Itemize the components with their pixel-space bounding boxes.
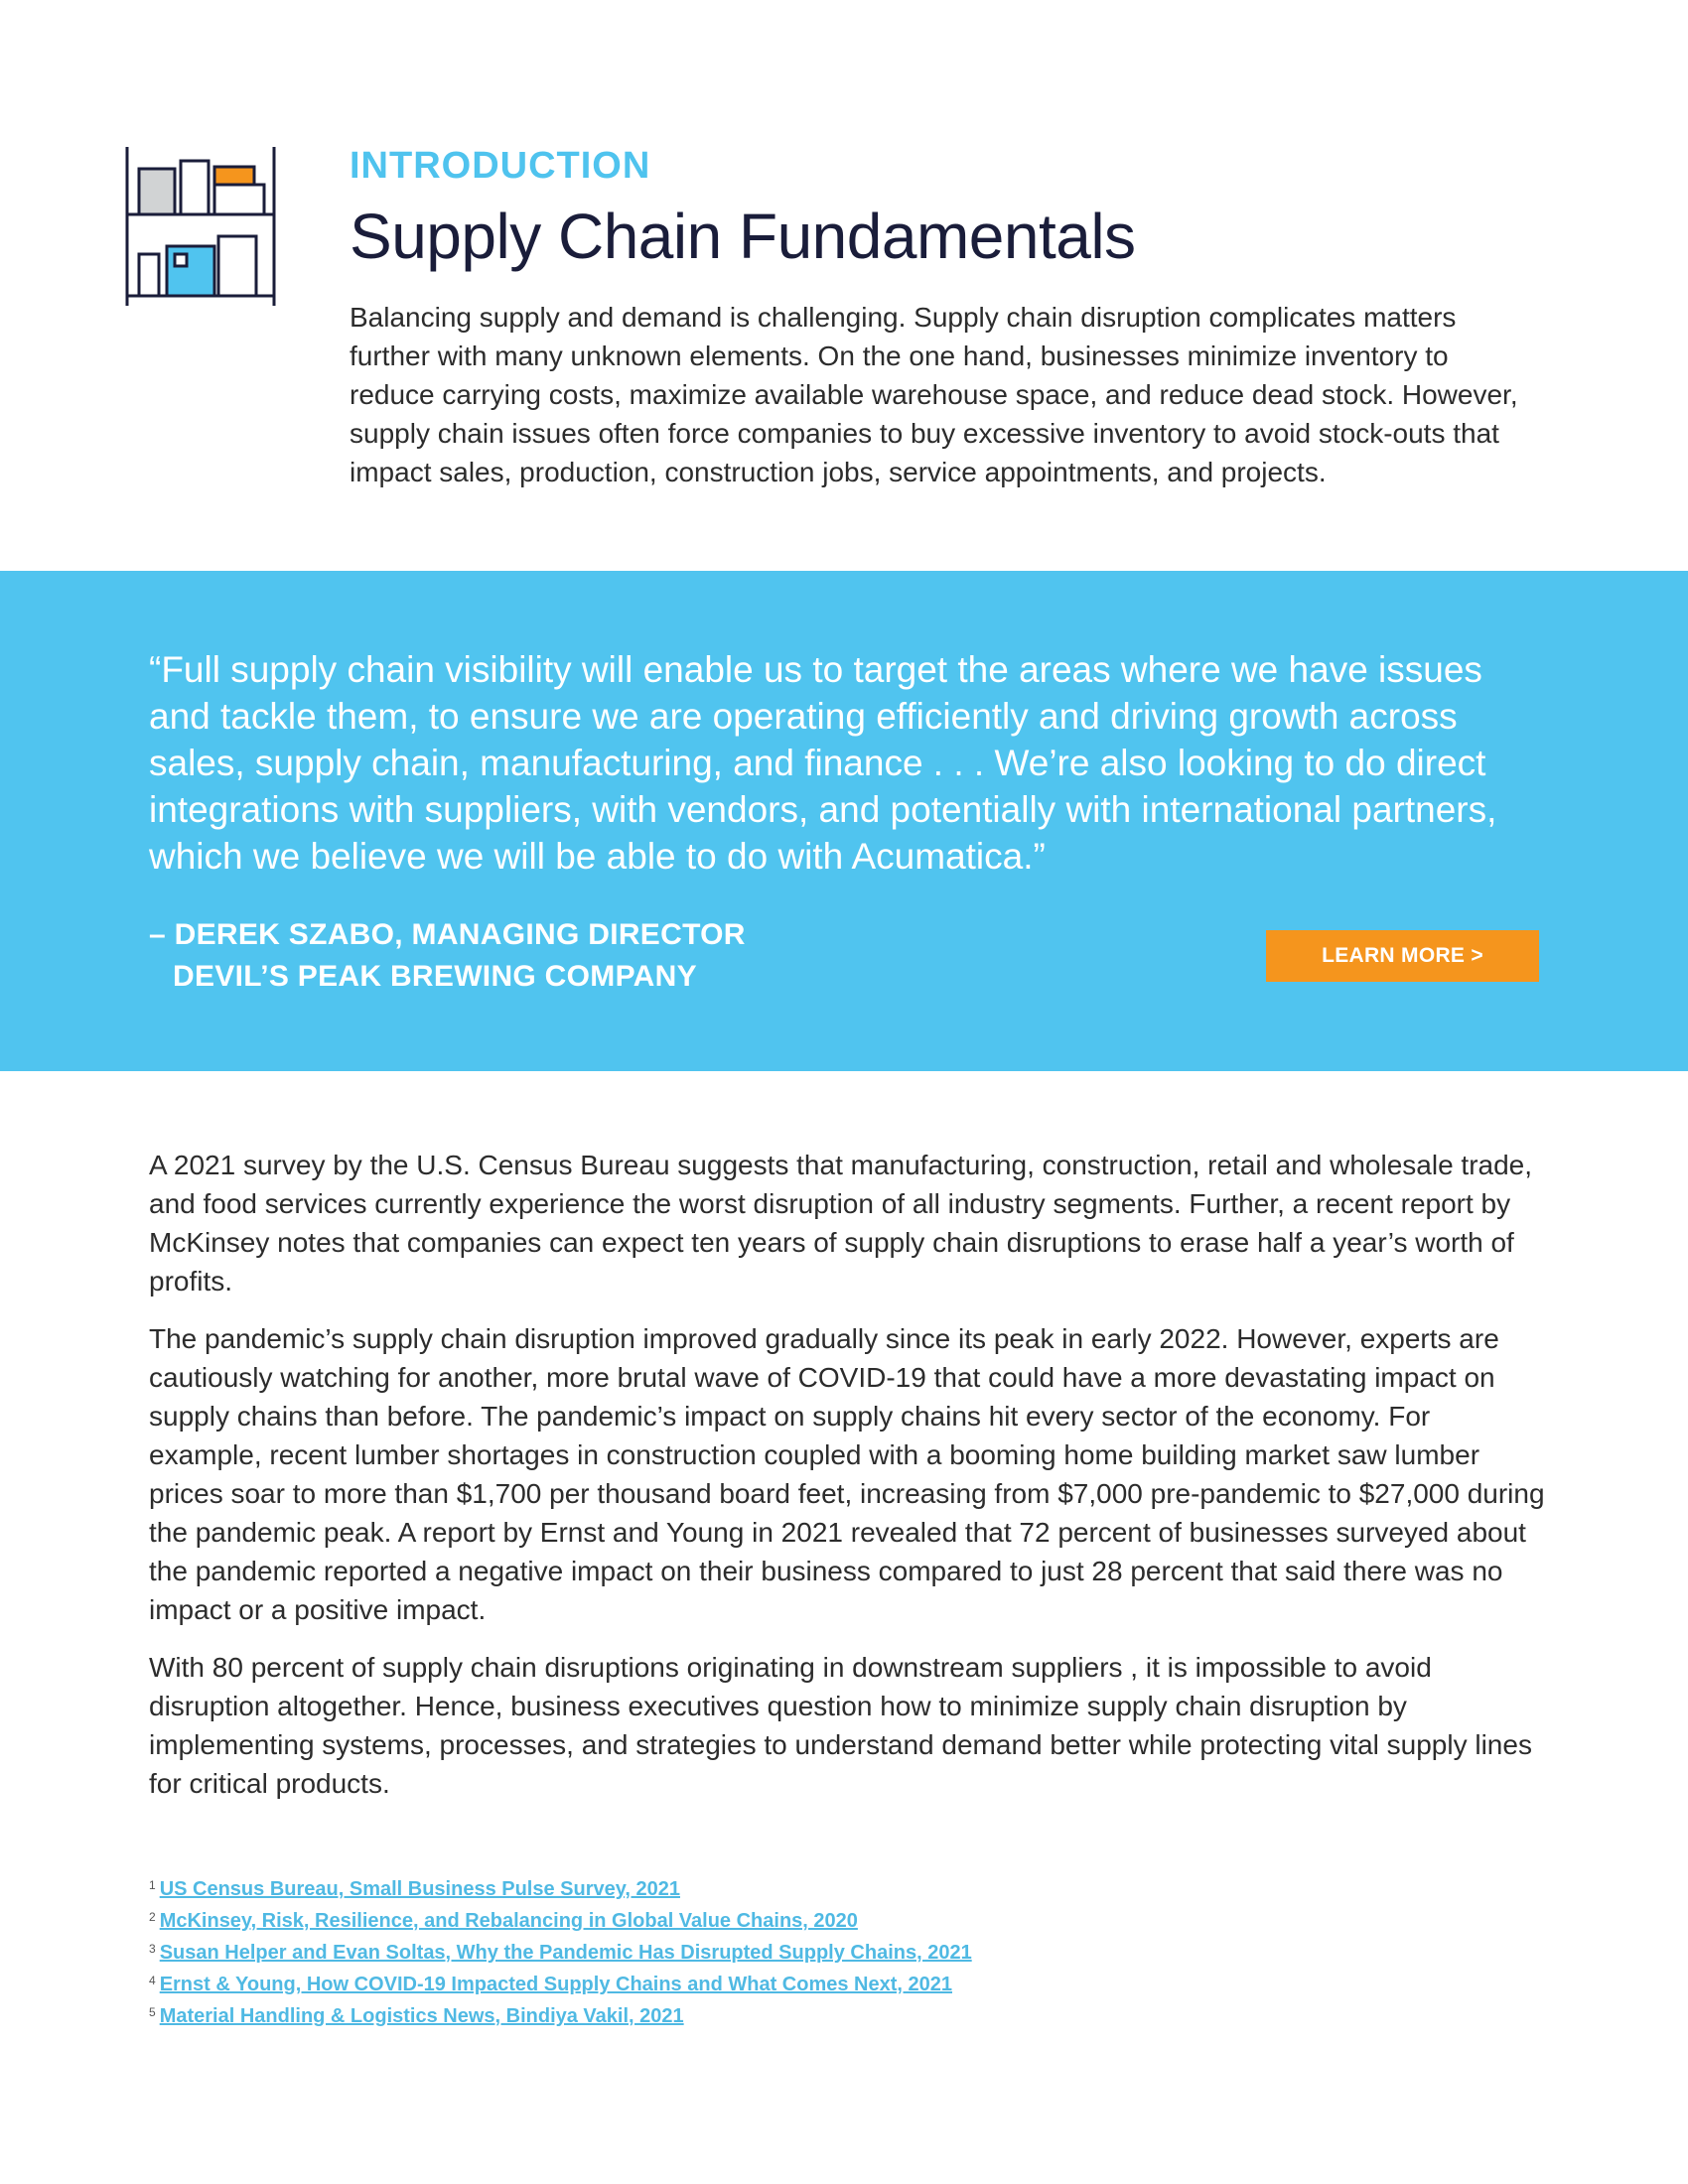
footnote-link[interactable]: Material Handling & Logistics News, Bindiya Vakil, 2021 [159,2005,684,2027]
footnote-link[interactable]: Ernst & Young, How COVID-19 Impacted Supply Chains and What Comes Next, 2021 [159,1974,952,1995]
footnote-item [149,1998,1340,2030]
quote-attribution [149,914,1043,998]
intro-text-block [350,143,1541,491]
body-paragraph: A 2021 survey by the U.S. Census Bureau suggests that manufacturing, construction, retail and wholesale trade, and food services currently experience the worst disruption of all industry segments. Further, a recent report by McKinsey notes that companies can expect ten years of supply chain disruptions to erase half a year’s worth of profits. [149,1150,1533,1297]
learn-more-button[interactable]: LEARN MORE > [1266,930,1539,982]
footnote-number: 1 [149,1878,156,1892]
footnote-number: 2 [149,1910,156,1924]
warehouse-shelf-icon [125,147,276,306]
section-eyebrow: INTRODUCTION [350,145,651,187]
body-paragraph: The pandemic’s supply chain disruption improved gradually since its peak in early 2022. However, experts are cautiously watching for another, more brutal wave of COVID-19 that could have a more devastating impact on supply chains than before. The pandemic’s impact on supply chains hit every sector of the economy. For example, recent lumber shortages in construction coupled with a booming home building market saw lumber prices soar to more than $1,700 per thousand board feet, increasing from $7,000 pre-pandemic to $27,000 during the pandemic peak. A report by Ernst and Young in 2021 revealed that 72 percent of businesses surveyed about the pandemic reported a negative impact on their business compared to just 28 percent that said there was no impact or a positive impact. [149,1323,1545,1625]
intro-paragraph: Balancing supply and demand is challenging. Supply chain disruption complicates matters further with many unknown elements. On the one hand, businesses minimize inventory to reduce carrying costs, maximize available warehouse space, and reduce dead stock. However, supply chain issues often force companies to buy excessive inventory to avoid stock-outs that impact sales, production, construction jobs, service appointments, and projects. [350,302,1518,487]
footnotes-list [149,1871,1340,2030]
page-title: Supply Chain Fundamentals [350,201,1136,272]
footnote-item [149,1871,1340,1903]
footnote-item [149,1935,1340,1967]
footnote-item [149,1903,1340,1935]
footnote-number: 5 [149,2005,156,2019]
intro-section [0,0,1688,571]
attribution-company: DEVIL’S PEAK BREWING COMPANY [173,960,697,993]
footnote-number: 4 [149,1974,156,1987]
customer-quote: “Full supply chain visibility will enable us to target the areas where we have issues and tackle them, to ensure we are operating efficiently and driving growth across sales, supply chain, manufacturing, and finance . . . We’re also looking to do direct integrations with suppliers, with vendors, and potentially with international partners, which we believe we will be able to do with Acumatica.” [149,649,1497,877]
customer-quote-band [0,571,1688,1071]
attribution-name-title: – DEREK SZABO, MANAGING DIRECTOR [149,918,746,951]
footnote-link[interactable]: Susan Helper and Evan Soltas, Why the Pandemic Has Disrupted Supply Chains, 2021 [159,1942,972,1964]
footnote-item [149,1967,1340,1998]
body-paragraph: With 80 percent of supply chain disruptions originating in downstream suppliers , it is impossible to avoid disruption altogether. Hence, business executives question how to minimize supply chain disruption by implementing systems, processes, and strategies to understand demand better while protecting vital supply lines for critical products. [149,1652,1532,1799]
main-body [149,1146,1549,1822]
footnote-link[interactable]: McKinsey, Risk, Resilience, and Rebalancing in Global Value Chains, 2020 [159,1910,858,1932]
footnote-number: 3 [149,1942,156,1956]
footnote-link[interactable]: US Census Bureau, Small Business Pulse Survey, 2021 [159,1878,680,1900]
